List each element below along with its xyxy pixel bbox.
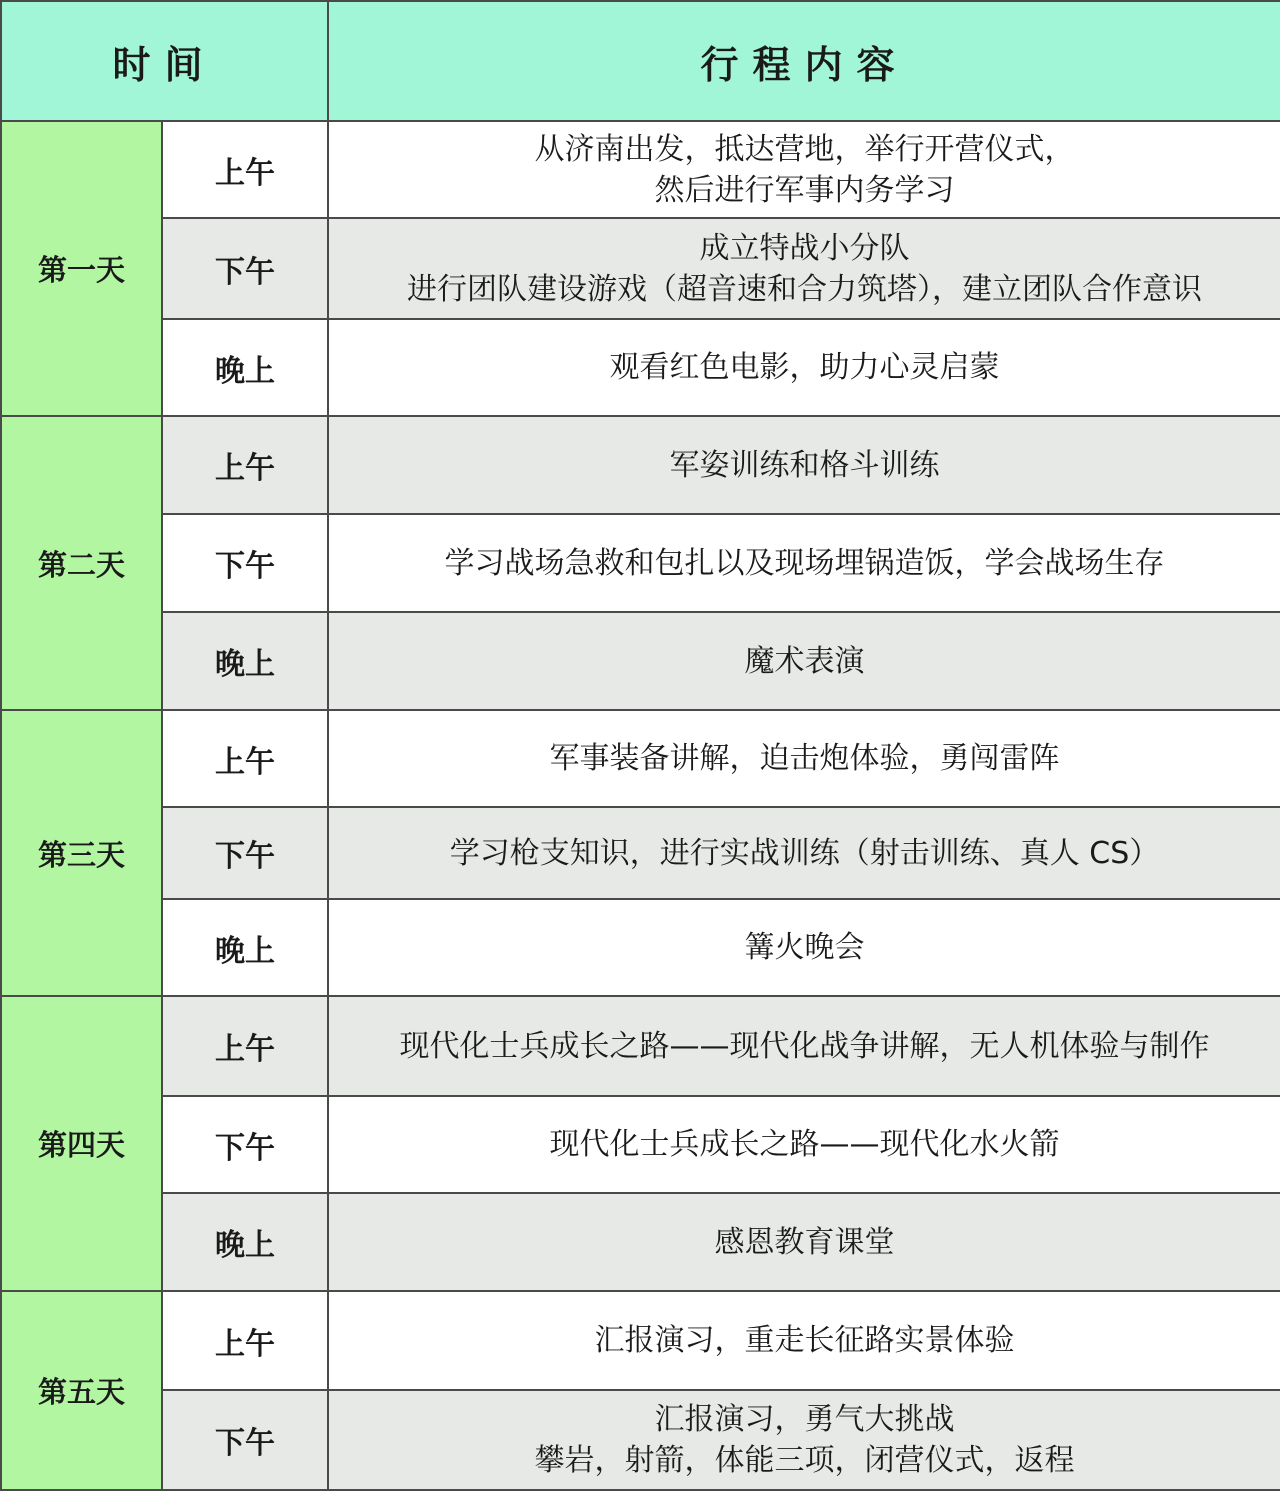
activity-cell xyxy=(328,319,1280,416)
activity-text: 观看红色电影，助力心灵启蒙 xyxy=(609,350,1000,385)
period-label: 上午 xyxy=(162,996,328,1096)
table-row xyxy=(1,514,1280,612)
period-label: 上午 xyxy=(162,121,328,218)
table-row xyxy=(1,612,1280,710)
activity-cell xyxy=(328,1390,1280,1490)
table-row xyxy=(1,121,1280,218)
period-label: 上午 xyxy=(162,416,328,514)
activity-text: 军姿训练和格斗训练 xyxy=(669,447,940,483)
activity-cell xyxy=(328,612,1280,710)
period-label: 晚上 xyxy=(162,899,328,996)
table-row xyxy=(1,319,1280,416)
activity-text: 军事装备讲解，迫击炮体验，勇闯雷阵 xyxy=(549,741,1060,776)
activity-text: 学习战场急救和包扎以及现场埋锅造饭，学会战场生存 xyxy=(444,545,1165,581)
table-row xyxy=(1,899,1280,996)
activity-text: 攀岩，射箭，体能三项，闭营仪式，返程 xyxy=(534,1443,1075,1478)
period-label: 下午 xyxy=(162,514,328,612)
day-label: 第五天 xyxy=(1,1291,162,1490)
day-label: 第四天 xyxy=(1,996,162,1291)
activity-cell xyxy=(328,996,1280,1096)
table-row xyxy=(1,416,1280,514)
header-itinerary: 行程内容 xyxy=(328,1,1280,121)
day-label: 第二天 xyxy=(1,416,162,710)
activity-text: 汇报演习，勇气大挑战 xyxy=(654,1402,955,1437)
activity-text: 汇报演习，重走长征路实景体验 xyxy=(594,1323,1015,1358)
activity-cell xyxy=(328,1291,1280,1390)
activity-cell xyxy=(328,218,1280,319)
activity-cell xyxy=(328,1096,1280,1193)
table-row xyxy=(1,807,1280,899)
period-label: 下午 xyxy=(162,218,328,319)
activity-cell xyxy=(328,899,1280,996)
table-row xyxy=(1,218,1280,319)
period-label: 上午 xyxy=(162,1291,328,1390)
activity-text: 从济南出发，抵达营地，举行开营仪式， xyxy=(534,131,1075,167)
period-label: 晚上 xyxy=(162,319,328,416)
activity-text: 然后进行军事内务学习 xyxy=(654,172,955,208)
activity-cell xyxy=(328,807,1280,899)
activity-text: 现代化士兵成长之路——现代化战争讲解，无人机体验与制作 xyxy=(399,1028,1210,1064)
table-row xyxy=(1,1390,1280,1490)
period-label: 上午 xyxy=(162,710,328,807)
day-label: 第三天 xyxy=(1,710,162,996)
table-row xyxy=(1,710,1280,807)
period-label: 下午 xyxy=(162,1390,328,1490)
period-label: 晚上 xyxy=(162,612,328,710)
table-row xyxy=(1,1096,1280,1193)
activity-text: 现代化士兵成长之路——现代化水火箭 xyxy=(549,1127,1060,1162)
day-label: 第一天 xyxy=(1,121,162,416)
activity-text: 学习枪支知识，进行实战训练（射击训练、真人 CS） xyxy=(449,835,1160,871)
activity-cell xyxy=(328,710,1280,807)
activity-cell xyxy=(328,514,1280,612)
header-row xyxy=(1,1,1280,121)
activity-text: 篝火晚会 xyxy=(744,930,865,965)
period-label: 下午 xyxy=(162,1096,328,1193)
activity-cell xyxy=(328,1193,1280,1291)
activity-text: 魔术表演 xyxy=(744,643,865,679)
table-row xyxy=(1,1291,1280,1390)
activity-text: 感恩教育课堂 xyxy=(714,1224,895,1260)
table-row xyxy=(1,996,1280,1096)
header-time: 时间 xyxy=(1,1,328,121)
period-label: 下午 xyxy=(162,807,328,899)
table-row xyxy=(1,1193,1280,1291)
activity-text: 成立特战小分队 xyxy=(699,230,910,266)
activity-cell xyxy=(328,121,1280,218)
period-label: 晚上 xyxy=(162,1193,328,1291)
activity-cell xyxy=(328,416,1280,514)
activity-text: 进行团队建设游戏（超音速和合力筑塔），建立团队合作意识 xyxy=(407,271,1203,307)
